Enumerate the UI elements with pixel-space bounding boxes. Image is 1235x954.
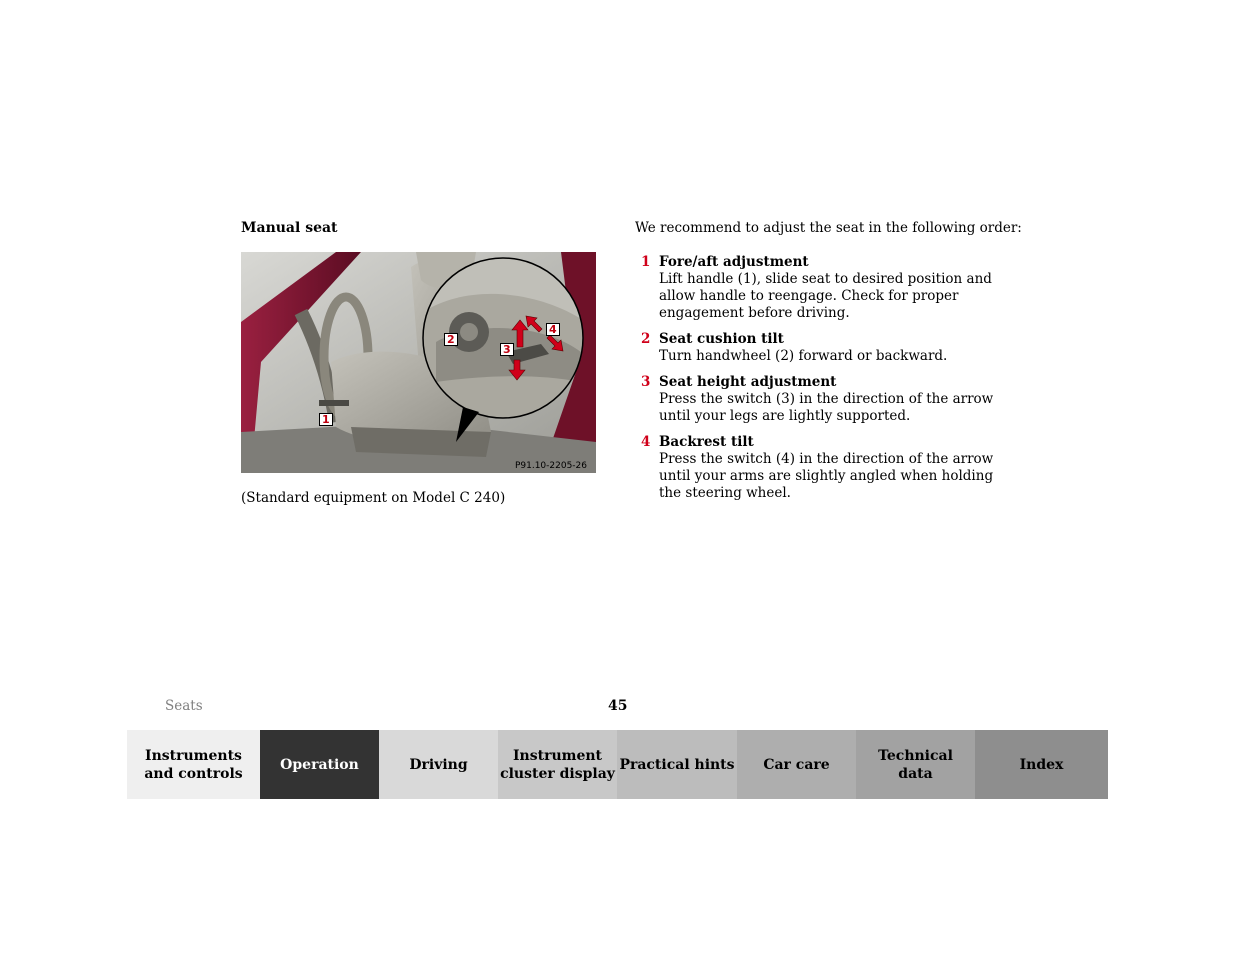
step-text: Turn handwheel (2) forward or backward. <box>659 348 948 364</box>
nav-tab-practical-hints[interactable]: Practical hints <box>617 730 737 799</box>
figure-caption: (Standard equipment on Model C 240) <box>241 490 506 506</box>
step-item <box>635 374 995 425</box>
nav-tab-technical-data[interactable]: Technical data <box>856 730 975 799</box>
figure-label-2: 2 <box>444 333 458 346</box>
nav-tab-instrument-cluster-display[interactable]: Instrument cluster display <box>498 730 617 799</box>
step-title: Seat height adjustment <box>659 374 837 390</box>
figure-label-1: 1 <box>319 413 333 426</box>
step-item <box>635 331 995 365</box>
step-title: Backrest tilt <box>659 434 754 450</box>
adjustment-steps <box>635 254 995 511</box>
step-text: Lift handle (1), slide seat to desired position and allow handle to reengage. Check for proper engagement before driving. <box>659 271 992 321</box>
section-title: Manual seat <box>241 220 338 236</box>
nav-tab-index[interactable]: Index <box>975 730 1108 799</box>
step-number: 2 <box>641 331 651 347</box>
seat-illustration <box>241 252 596 473</box>
figure-label-3: 3 <box>500 343 514 356</box>
nav-tab-instruments-and-controls[interactable]: Instruments and controls <box>127 730 260 799</box>
seat-drawing <box>241 252 596 473</box>
step-text: Press the switch (3) in the direction of the arrow until your legs are lightly supported. <box>659 391 994 424</box>
step-text: Press the switch (4) in the direction of the arrow until your arms are slightly angled when holding the steering wheel. <box>659 451 994 501</box>
nav-tab-car-care[interactable]: Car care <box>737 730 856 799</box>
chapter-nav <box>127 730 1108 799</box>
nav-tab-operation[interactable]: Operation <box>260 730 379 799</box>
nav-tab-driving[interactable]: Driving <box>379 730 498 799</box>
step-title: Seat cushion tilt <box>659 331 784 347</box>
step-number: 1 <box>641 254 651 270</box>
step-item <box>635 254 995 322</box>
intro-text: We recommend to adjust the seat in the following order: <box>635 220 1022 236</box>
figure-label-4: 4 <box>546 323 560 336</box>
step-item <box>635 434 995 502</box>
page-number: 45 <box>608 698 628 714</box>
footer-section-name: Seats <box>165 698 203 714</box>
step-number: 4 <box>641 434 651 450</box>
step-title: Fore/aft adjustment <box>659 254 809 270</box>
figure-code: P91.10-2205-26 <box>514 461 587 471</box>
step-number: 3 <box>641 374 651 390</box>
